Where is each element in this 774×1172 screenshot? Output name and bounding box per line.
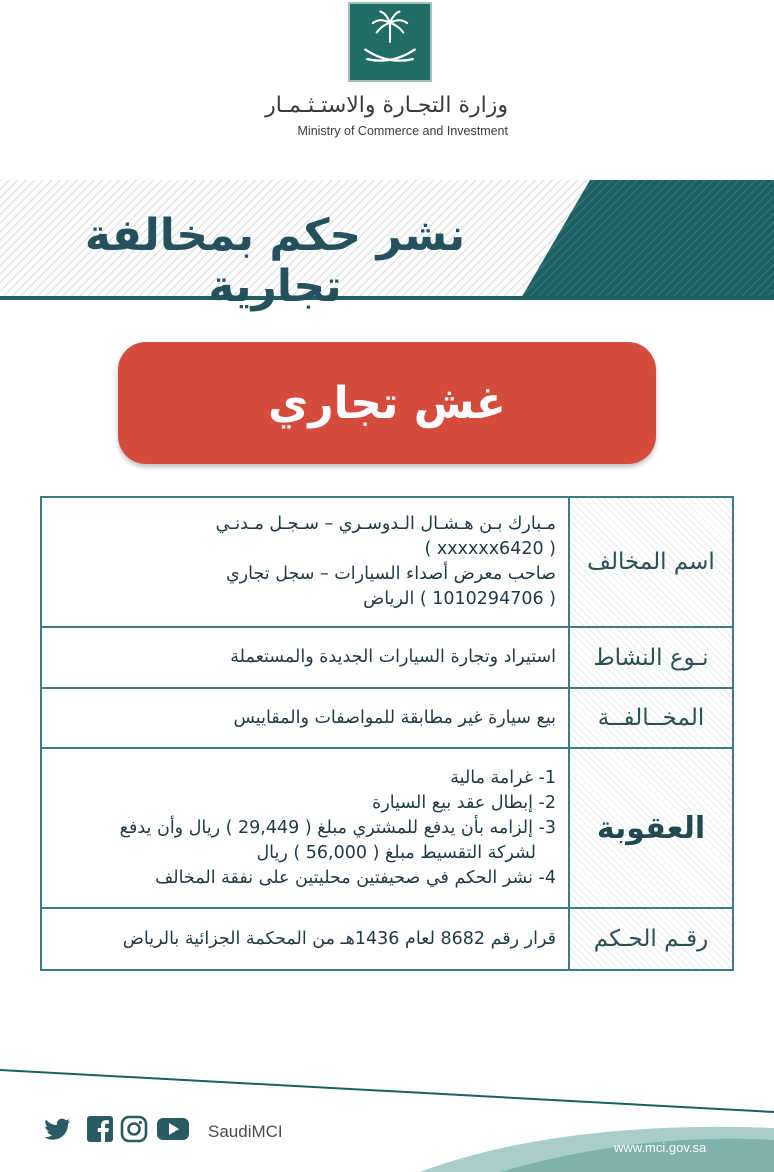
palm-swords-icon: [350, 4, 430, 80]
violator-line: مـبارك بـن هـشـال الـدوسـري – سـجـل مـدنـي: [215, 514, 556, 534]
penalty-line: 1- غرامة مالية: [450, 767, 556, 788]
table-row-violation: [41, 688, 733, 748]
activity-value: استيراد وتجارة السيارات الجديدة والمستعملة: [41, 627, 569, 688]
table-row-violator: [41, 497, 733, 627]
penalty-line: لشركة التقسيط مبلغ ( 56,000 ) ريال: [256, 842, 536, 863]
ruling-value: قرار رقم 8682 لعام 1436هـ من المحكمة الجزائية بالرياض: [41, 908, 569, 970]
table-row-activity: [41, 627, 733, 688]
penalty-line: 2- إبطال عقد بيع السيارة: [372, 792, 556, 813]
violator-line: صاحب معرض أصداء السيارات – سجل تجاري: [225, 564, 556, 584]
violator-line: ( 1010294706 ) الرياض: [363, 589, 556, 609]
facebook-icon[interactable]: [86, 1115, 114, 1143]
ruling-label: رقـم الحـكم: [569, 908, 733, 970]
ministry-name-english: Ministry of Commerce and Investment: [297, 124, 508, 138]
penalty-line: 4- نشر الحكم في صحيفتين محليتين على نفقة المخالف: [155, 867, 556, 888]
ruling-details-table: [40, 496, 734, 971]
page-title: نشر حكم بمخالفة تجارية: [84, 210, 466, 312]
footer-decoration: [0, 1060, 774, 1172]
website-link[interactable]: www.mci.gov.sa: [614, 1140, 707, 1155]
penalty-label: العقوبة: [569, 748, 733, 908]
violation-type-text: غش تجاري: [268, 378, 506, 429]
social-handle[interactable]: SaudiMCI: [208, 1122, 283, 1141]
instagram-icon[interactable]: [120, 1115, 148, 1143]
table-row-ruling: [41, 908, 733, 970]
violation-value: بيع سيارة غير مطابقة للمواصفات والمقاييس: [41, 688, 569, 748]
violator-line: ( xxxxxx6420 ): [424, 539, 556, 559]
activity-label: نـوع النشاط: [569, 627, 733, 688]
violation-label: المخــالفــة: [569, 688, 733, 748]
twitter-icon[interactable]: [44, 1115, 72, 1143]
ministry-name-arabic: وزارة التجـارة والاستـثـمـار: [265, 93, 508, 118]
penalty-value: [41, 748, 569, 908]
violation-type-badge: [118, 342, 656, 464]
ministry-logo: [348, 2, 432, 82]
table-row-penalty: [41, 748, 733, 908]
penalty-line: 3- إلزامه بأن يدفع للمشتري مبلغ ( 29,449 ) ريال وأن يدفع: [119, 817, 556, 838]
violator-label: اسم المخالف: [569, 497, 733, 627]
youtube-icon[interactable]: [156, 1115, 190, 1143]
violator-value: [41, 497, 569, 627]
